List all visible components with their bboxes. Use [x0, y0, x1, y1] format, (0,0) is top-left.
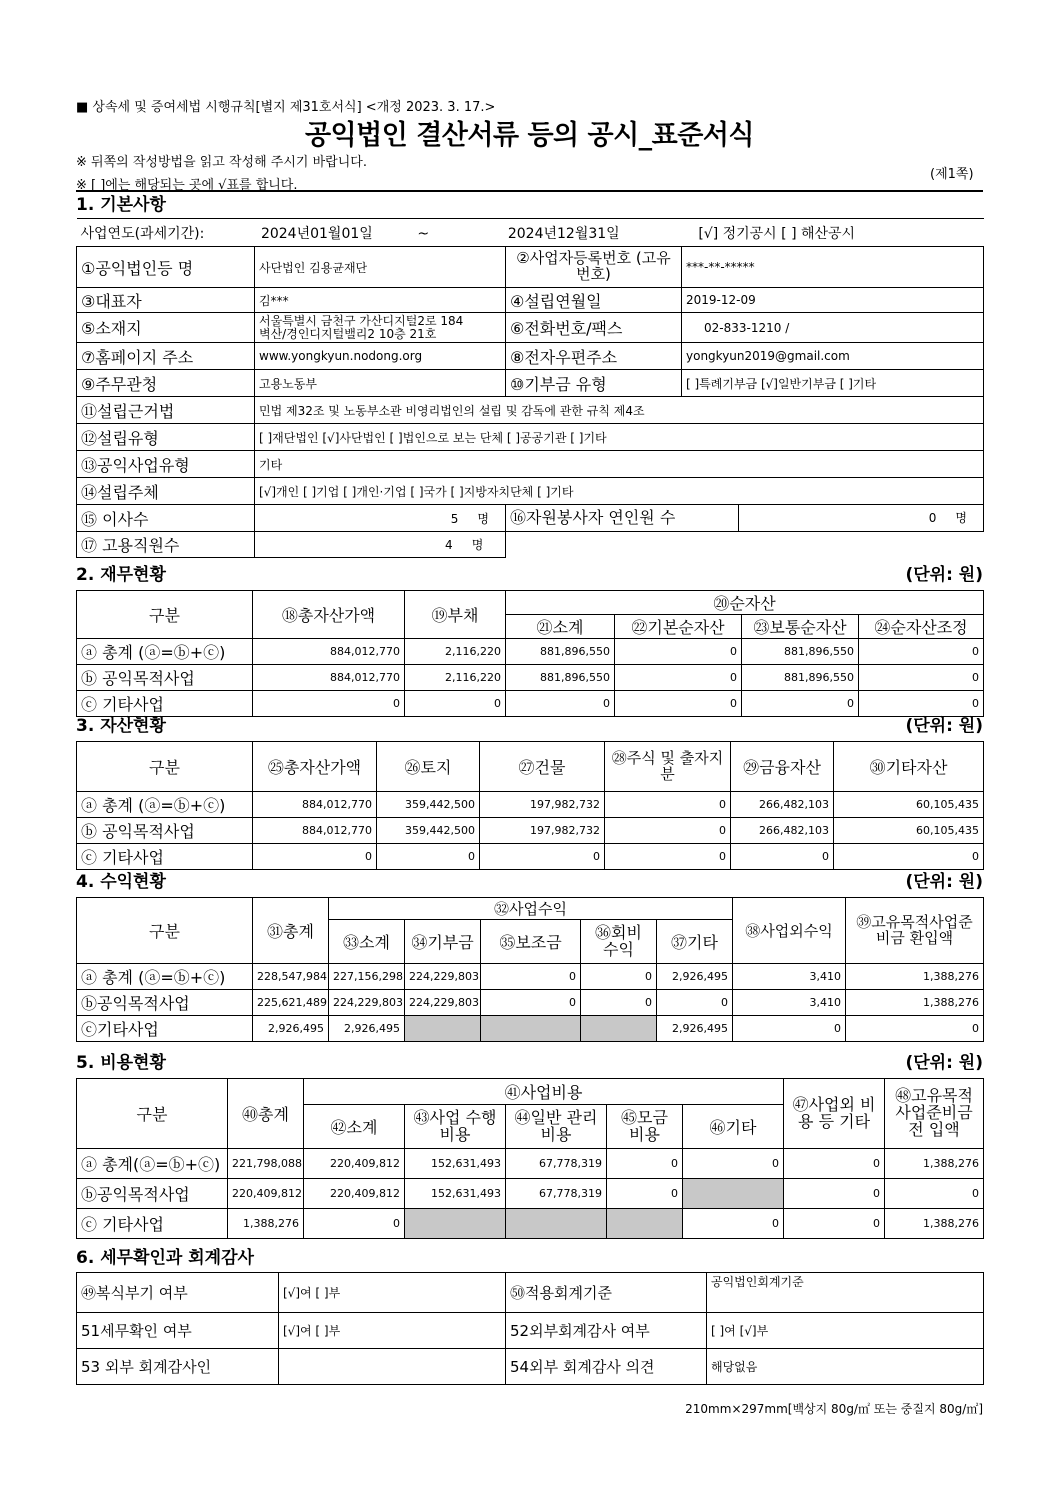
label-homepage: ⑦홈페이지 주소 — [77, 343, 255, 370]
expenses-table — [76, 1078, 984, 1239]
label-directors: ⑮ 이사수 — [77, 505, 255, 532]
section-title-revenue: 4. 수익현황 — [76, 872, 166, 892]
cell: 3,410 — [733, 964, 846, 990]
page-number: (제1쪽) — [930, 167, 974, 182]
label-business-number: ②사업자등록번호 (고유번호) — [506, 247, 682, 288]
cell: 0 — [784, 1149, 885, 1179]
email: yongkyun2019@gmail.com — [682, 343, 984, 370]
volunteers-unit: 명 — [955, 511, 968, 525]
row-label: ⓒ 기타사업 — [77, 1209, 228, 1239]
cell: 0 — [615, 691, 742, 717]
founder: [√]개인 [ ]기업 [ ]개인·기업 [ ]국가 [ ]지방자치단체 [ ]기타 — [255, 478, 984, 505]
cell: 0 — [846, 1016, 984, 1042]
cell: 0 — [304, 1209, 405, 1239]
header-stocks: ㉘주식 및 출자지분 — [605, 742, 731, 792]
address-line1: 서울특별시 금천구 가산디지털2로 184 — [259, 313, 464, 328]
cell: 0 — [859, 691, 984, 717]
header-total: ㊵총계 — [228, 1079, 304, 1149]
homepage: www.yongkyun.nodong.org — [255, 343, 506, 370]
basic-info-table — [76, 218, 984, 558]
period-row — [77, 219, 984, 247]
audit-opinion: 해당없음 — [707, 1349, 984, 1385]
cell: 0 — [657, 990, 733, 1016]
row-label: ⓒ 기타사업 — [77, 844, 253, 870]
cell: 0 — [683, 1149, 784, 1179]
cell: 152,631,493 — [405, 1179, 506, 1209]
table-row — [77, 1209, 984, 1239]
cell: 67,778,319 — [506, 1149, 607, 1179]
cell-shaded — [405, 1209, 506, 1239]
label-legal-basis: ⑪설립근거법 — [77, 397, 255, 424]
table-row — [77, 1179, 984, 1209]
section-title-expenses: 5. 비용현황 — [76, 1053, 166, 1073]
cell-shaded — [405, 1016, 481, 1042]
label-establishment-type: ⑫설립유형 — [77, 424, 255, 451]
cell: 0 — [253, 844, 377, 870]
business-number: ***-**-***** — [682, 247, 984, 288]
directors-unit: 명 — [477, 511, 489, 526]
header-other-assets: ㉚기타자산 — [834, 742, 984, 792]
label-email: ⑧전자우편주소 — [506, 343, 682, 370]
cell: 2,926,495 — [657, 964, 733, 990]
cell: 266,482,103 — [731, 792, 834, 818]
header-donations: ㉞기부금 — [405, 920, 481, 964]
cell: 1,388,276 — [846, 990, 984, 1016]
section-basic — [76, 190, 983, 558]
legal-basis: 민법 제32조 및 노동부소관 비영리법인의 설립 및 감독에 관한 규칙 제4조 — [255, 397, 984, 424]
cell: 152,631,493 — [405, 1149, 506, 1179]
cell: 884,012,770 — [253, 792, 377, 818]
cell: 0 — [733, 1016, 846, 1042]
external-auditor — [279, 1349, 506, 1385]
cell: 0 — [683, 1209, 784, 1239]
header-other: ㊻기타 — [683, 1105, 784, 1149]
section-title-assets: 3. 자산현황 — [76, 716, 166, 736]
cell: 0 — [731, 844, 834, 870]
tax-verification: [√]여 [ ]부 — [279, 1313, 506, 1349]
disclosure-type: [√] 정기공시 [ ] 해산공시 — [698, 225, 856, 242]
establishment-type: [ ]재단법인 [√]사단법인 [ ]법인으로 보는 단체 [ ]공공기관 [ ]기타 — [255, 424, 984, 451]
cell: 0 — [607, 1149, 683, 1179]
header-basic-net-assets: ㉒기본순자산 — [615, 615, 742, 639]
label-phone-fax: ⑥전화번호/팩스 — [506, 313, 682, 343]
cell: 0 — [859, 665, 984, 691]
header-subtotal: ㊷소계 — [304, 1105, 405, 1149]
row-label: ⓑ 공익목적사업 — [77, 818, 253, 844]
employees-count: 4 — [445, 538, 453, 552]
cell-shaded — [481, 1016, 581, 1042]
section-financial — [76, 560, 983, 717]
cell: 197,982,732 — [480, 792, 605, 818]
cell: 0 — [581, 990, 657, 1016]
cell: 0 — [481, 990, 581, 1016]
label-founded-date: ④설립연월일 — [506, 288, 682, 313]
cell: 881,896,550 — [506, 639, 615, 665]
header-subtotal: ㉑소계 — [506, 615, 615, 639]
cell: 224,229,803 — [405, 990, 481, 1016]
cell: 0 — [377, 844, 480, 870]
public-business-type: 기타 — [255, 451, 984, 478]
cell: 0 — [607, 1179, 683, 1209]
table-row — [77, 844, 984, 870]
table-row — [77, 1149, 984, 1179]
cell: 359,442,500 — [377, 792, 480, 818]
table-row — [77, 818, 984, 844]
cell: 220,409,812 — [228, 1179, 304, 1209]
header-liabilities: ⑲부채 — [405, 591, 506, 639]
row-label: ⓒ기타사업 — [77, 1016, 253, 1042]
cell: 0 — [605, 818, 731, 844]
directors-count: 5 — [450, 511, 459, 526]
cell: 220,409,812 — [304, 1149, 405, 1179]
cell: 0 — [481, 964, 581, 990]
cell: 224,229,803 — [405, 964, 481, 990]
revenue-table — [76, 897, 984, 1042]
cell: 2,926,495 — [329, 1016, 405, 1042]
row-label: ⓒ 기타사업 — [77, 691, 253, 717]
section-title-audit: 6. 세무확인과 회계감사 — [76, 1248, 254, 1268]
header-business-revenue: ㉜사업수익 — [329, 898, 733, 920]
label-donation-type: ⑩기부금 유형 — [506, 370, 682, 397]
period-tilde: ~ — [417, 225, 430, 242]
cell: 0 — [859, 639, 984, 665]
table-row — [77, 1016, 984, 1042]
cell: 0 — [742, 691, 859, 717]
cell: 224,229,803 — [329, 990, 405, 1016]
cell: 0 — [506, 691, 615, 717]
paper-spec: 210mm×297mm[백상지 80g/㎡ 또는 중질지 80g/㎡] — [685, 1402, 983, 1416]
cell: 1,388,276 — [885, 1149, 984, 1179]
row-label: ⓑ공익목적사업 — [77, 1179, 228, 1209]
table-row — [77, 639, 984, 665]
audit-table — [76, 1272, 984, 1385]
header-subsidies: ㉟보조금 — [481, 920, 581, 964]
header-non-business-revenue: ㊳사업외수익 — [733, 898, 846, 964]
cell: 0 — [605, 844, 731, 870]
cell: 1,388,276 — [885, 1209, 984, 1239]
cell: 0 — [615, 665, 742, 691]
section-revenue — [76, 867, 983, 1042]
header-financial-assets: ㉙금융자산 — [731, 742, 834, 792]
financial-table — [76, 590, 984, 717]
header-operation-costs: ㊸사업 수행비용 — [405, 1105, 506, 1149]
header-subtotal: ㉝소계 — [329, 920, 405, 964]
cell: 884,012,770 — [253, 639, 405, 665]
cell: 0 — [784, 1209, 885, 1239]
header-land: ㉖토지 — [377, 742, 480, 792]
header-total: ㉛총계 — [253, 898, 329, 964]
row-label: ⓑ공익목적사업 — [77, 990, 253, 1016]
label-org-name: ①공익법인등 명 — [77, 247, 255, 288]
row-label: ⓐ 총계 (ⓐ=ⓑ+ⓒ) — [77, 639, 253, 665]
cell: 228,547,984 — [253, 964, 329, 990]
cell: 3,410 — [733, 990, 846, 1016]
row-label: ⓐ 총계(ⓐ=ⓑ+ⓒ) — [77, 1149, 228, 1179]
cell: 225,621,489 — [253, 990, 329, 1016]
cell: 881,896,550 — [506, 665, 615, 691]
table-row — [77, 964, 984, 990]
cell: 0 — [405, 691, 506, 717]
cell-shaded — [607, 1209, 683, 1239]
cell: 0 — [834, 844, 984, 870]
label-accounting-standard: ㊿적용회계기준 — [506, 1273, 707, 1313]
cell-shaded — [683, 1179, 784, 1209]
cell: 0 — [253, 691, 405, 717]
cell: 227,156,298 — [329, 964, 405, 990]
cell: 2,926,495 — [657, 1016, 733, 1042]
cell: 884,012,770 — [253, 665, 405, 691]
label-employees: ⑰ 고용직원수 — [77, 532, 255, 558]
employees-unit: 명 — [471, 538, 484, 552]
address-line2: 벽산/경인디지털밸리2 10층 21호 — [259, 326, 437, 341]
cell: 0 — [605, 792, 731, 818]
header-reserve-reversal: ㊴고유목적사업준비금 환입액 — [846, 898, 984, 964]
header-fundraising-costs: ㊺모금 비용 — [607, 1105, 683, 1149]
cell: 359,442,500 — [377, 818, 480, 844]
table-row — [77, 665, 984, 691]
cell: 2,926,495 — [253, 1016, 329, 1042]
external-audit: [ ]여 [√]부 — [707, 1313, 984, 1349]
header-division: 구분 — [77, 591, 253, 639]
founded-date: 2019-12-09 — [682, 288, 984, 313]
label-authority: ⑨주무관청 — [77, 370, 255, 397]
cell: 220,409,812 — [304, 1179, 405, 1209]
label-volunteers: ⑯자원봉사자 연인원 수 — [506, 505, 739, 531]
cell: 0 — [615, 639, 742, 665]
cell-shaded — [581, 1016, 657, 1042]
row-label: ⓑ 공익목적사업 — [77, 665, 253, 691]
cell: 884,012,770 — [253, 818, 377, 844]
cell: 0 — [581, 964, 657, 990]
cell: 67,778,319 — [506, 1179, 607, 1209]
cell: 60,105,435 — [834, 792, 984, 818]
label-tax-verification: 51세무확인 여부 — [77, 1313, 279, 1349]
org-name: 사단법인 김용균재단 — [255, 247, 506, 288]
cell: 881,896,550 — [742, 639, 859, 665]
form-reference: ■ 상속세 및 증여세법 시행규칙[별지 제31호서식] <개정 2023. 3. 17.> — [76, 100, 496, 115]
section-expenses — [76, 1048, 983, 1239]
accounting-standard: 공익법인회계기준 — [707, 1273, 984, 1313]
section-audit — [76, 1244, 983, 1385]
volunteers-count: 0 — [928, 511, 937, 525]
cell-shaded — [506, 1209, 607, 1239]
header-division: 구분 — [77, 1079, 228, 1149]
section-title-basic: 1. 기본사항 — [76, 195, 166, 215]
unit-financial: (단위: 원) — [905, 565, 983, 585]
header-total-assets: ⑱총자산가액 — [253, 591, 405, 639]
cell: 0 — [784, 1179, 885, 1209]
unit-expenses: (단위: 원) — [905, 1053, 983, 1073]
section-title-financial: 2. 재무현황 — [76, 565, 166, 585]
unit-revenue: (단위: 원) — [905, 872, 983, 892]
header-reserve-transfer: ㊽고유목적 사업준비금전 입액 — [885, 1079, 984, 1149]
header-non-business-expenses: ㊼사업외 비용 등 기타 — [784, 1079, 885, 1149]
table-row — [77, 990, 984, 1016]
cell: 1,388,276 — [228, 1209, 304, 1239]
label-audit-opinion: 54외부 회계감사 의견 — [506, 1349, 707, 1385]
cell: 881,896,550 — [742, 665, 859, 691]
row-label: ⓐ 총계 (ⓐ=ⓑ+ⓒ) — [77, 792, 253, 818]
assets-table — [76, 741, 984, 870]
cell: 60,105,435 — [834, 818, 984, 844]
phone-fax: 02-833-1210 / — [682, 313, 984, 343]
cell: 2,116,220 — [405, 639, 506, 665]
representative: 김*** — [255, 288, 506, 313]
label-double-entry: ㊾복식부기 여부 — [77, 1273, 279, 1313]
page-title: 공익법인 결산서류 등의 공시_표준서식 — [304, 120, 754, 151]
header-net-assets: ⑳순자산 — [506, 591, 984, 615]
header-other: ㊲기타 — [657, 920, 733, 964]
cell: 197,982,732 — [480, 818, 605, 844]
period-label: 사업연도(과세기간): — [80, 225, 205, 242]
cell: 2,116,220 — [405, 665, 506, 691]
label-external-auditor: 53 외부 회계감사인 — [77, 1349, 279, 1385]
cell: 1,388,276 — [846, 964, 984, 990]
header-membership-fees: ㊱회비 수익 — [581, 920, 657, 964]
label-public-business-type: ⑬공익사업유형 — [77, 451, 255, 478]
cell: 266,482,103 — [731, 818, 834, 844]
authority: 고용노동부 — [255, 370, 506, 397]
period-start: 2024년01월01일 — [260, 225, 373, 242]
header-admin-costs: ㊹일반 관리비용 — [506, 1105, 607, 1149]
table-row — [77, 792, 984, 818]
donation-type: [ ]특례기부금 [√]일반기부금 [ ]기타 — [682, 370, 984, 397]
label-external-audit: 52외부회계감사 여부 — [506, 1313, 707, 1349]
header-building: ㉗건물 — [480, 742, 605, 792]
cell: 221,798,088 — [228, 1149, 304, 1179]
cell: 0 — [480, 844, 605, 870]
header-business-expenses: ㊶사업비용 — [304, 1079, 784, 1105]
note-instructions: ※ 뒤쪽의 작성방법을 읽고 작성해 주시기 바랍니다. — [76, 155, 367, 170]
double-entry: [√]여 [ ]부 — [279, 1273, 506, 1313]
section-assets — [76, 711, 983, 870]
label-founder: ⑭설립주체 — [77, 478, 255, 505]
header-total-assets: ㉕총자산가액 — [253, 742, 377, 792]
header-net-asset-adjustment: ㉔순자산조정 — [859, 615, 984, 639]
note-checkbox: ※ [ ]에는 해당되는 곳에 √표를 합니다. — [76, 178, 298, 193]
row-label: ⓐ 총계 (ⓐ=ⓑ+ⓒ) — [77, 964, 253, 990]
header-division: 구분 — [77, 898, 253, 964]
label-representative: ③대표자 — [77, 288, 255, 313]
period-end: 2024년12월31일 — [507, 225, 620, 242]
cell: 0 — [885, 1179, 984, 1209]
header-division: 구분 — [77, 742, 253, 792]
header-ordinary-net-assets: ㉓보통순자산 — [742, 615, 859, 639]
unit-assets: (단위: 원) — [905, 716, 983, 736]
label-address: ⑤소재지 — [77, 313, 255, 343]
